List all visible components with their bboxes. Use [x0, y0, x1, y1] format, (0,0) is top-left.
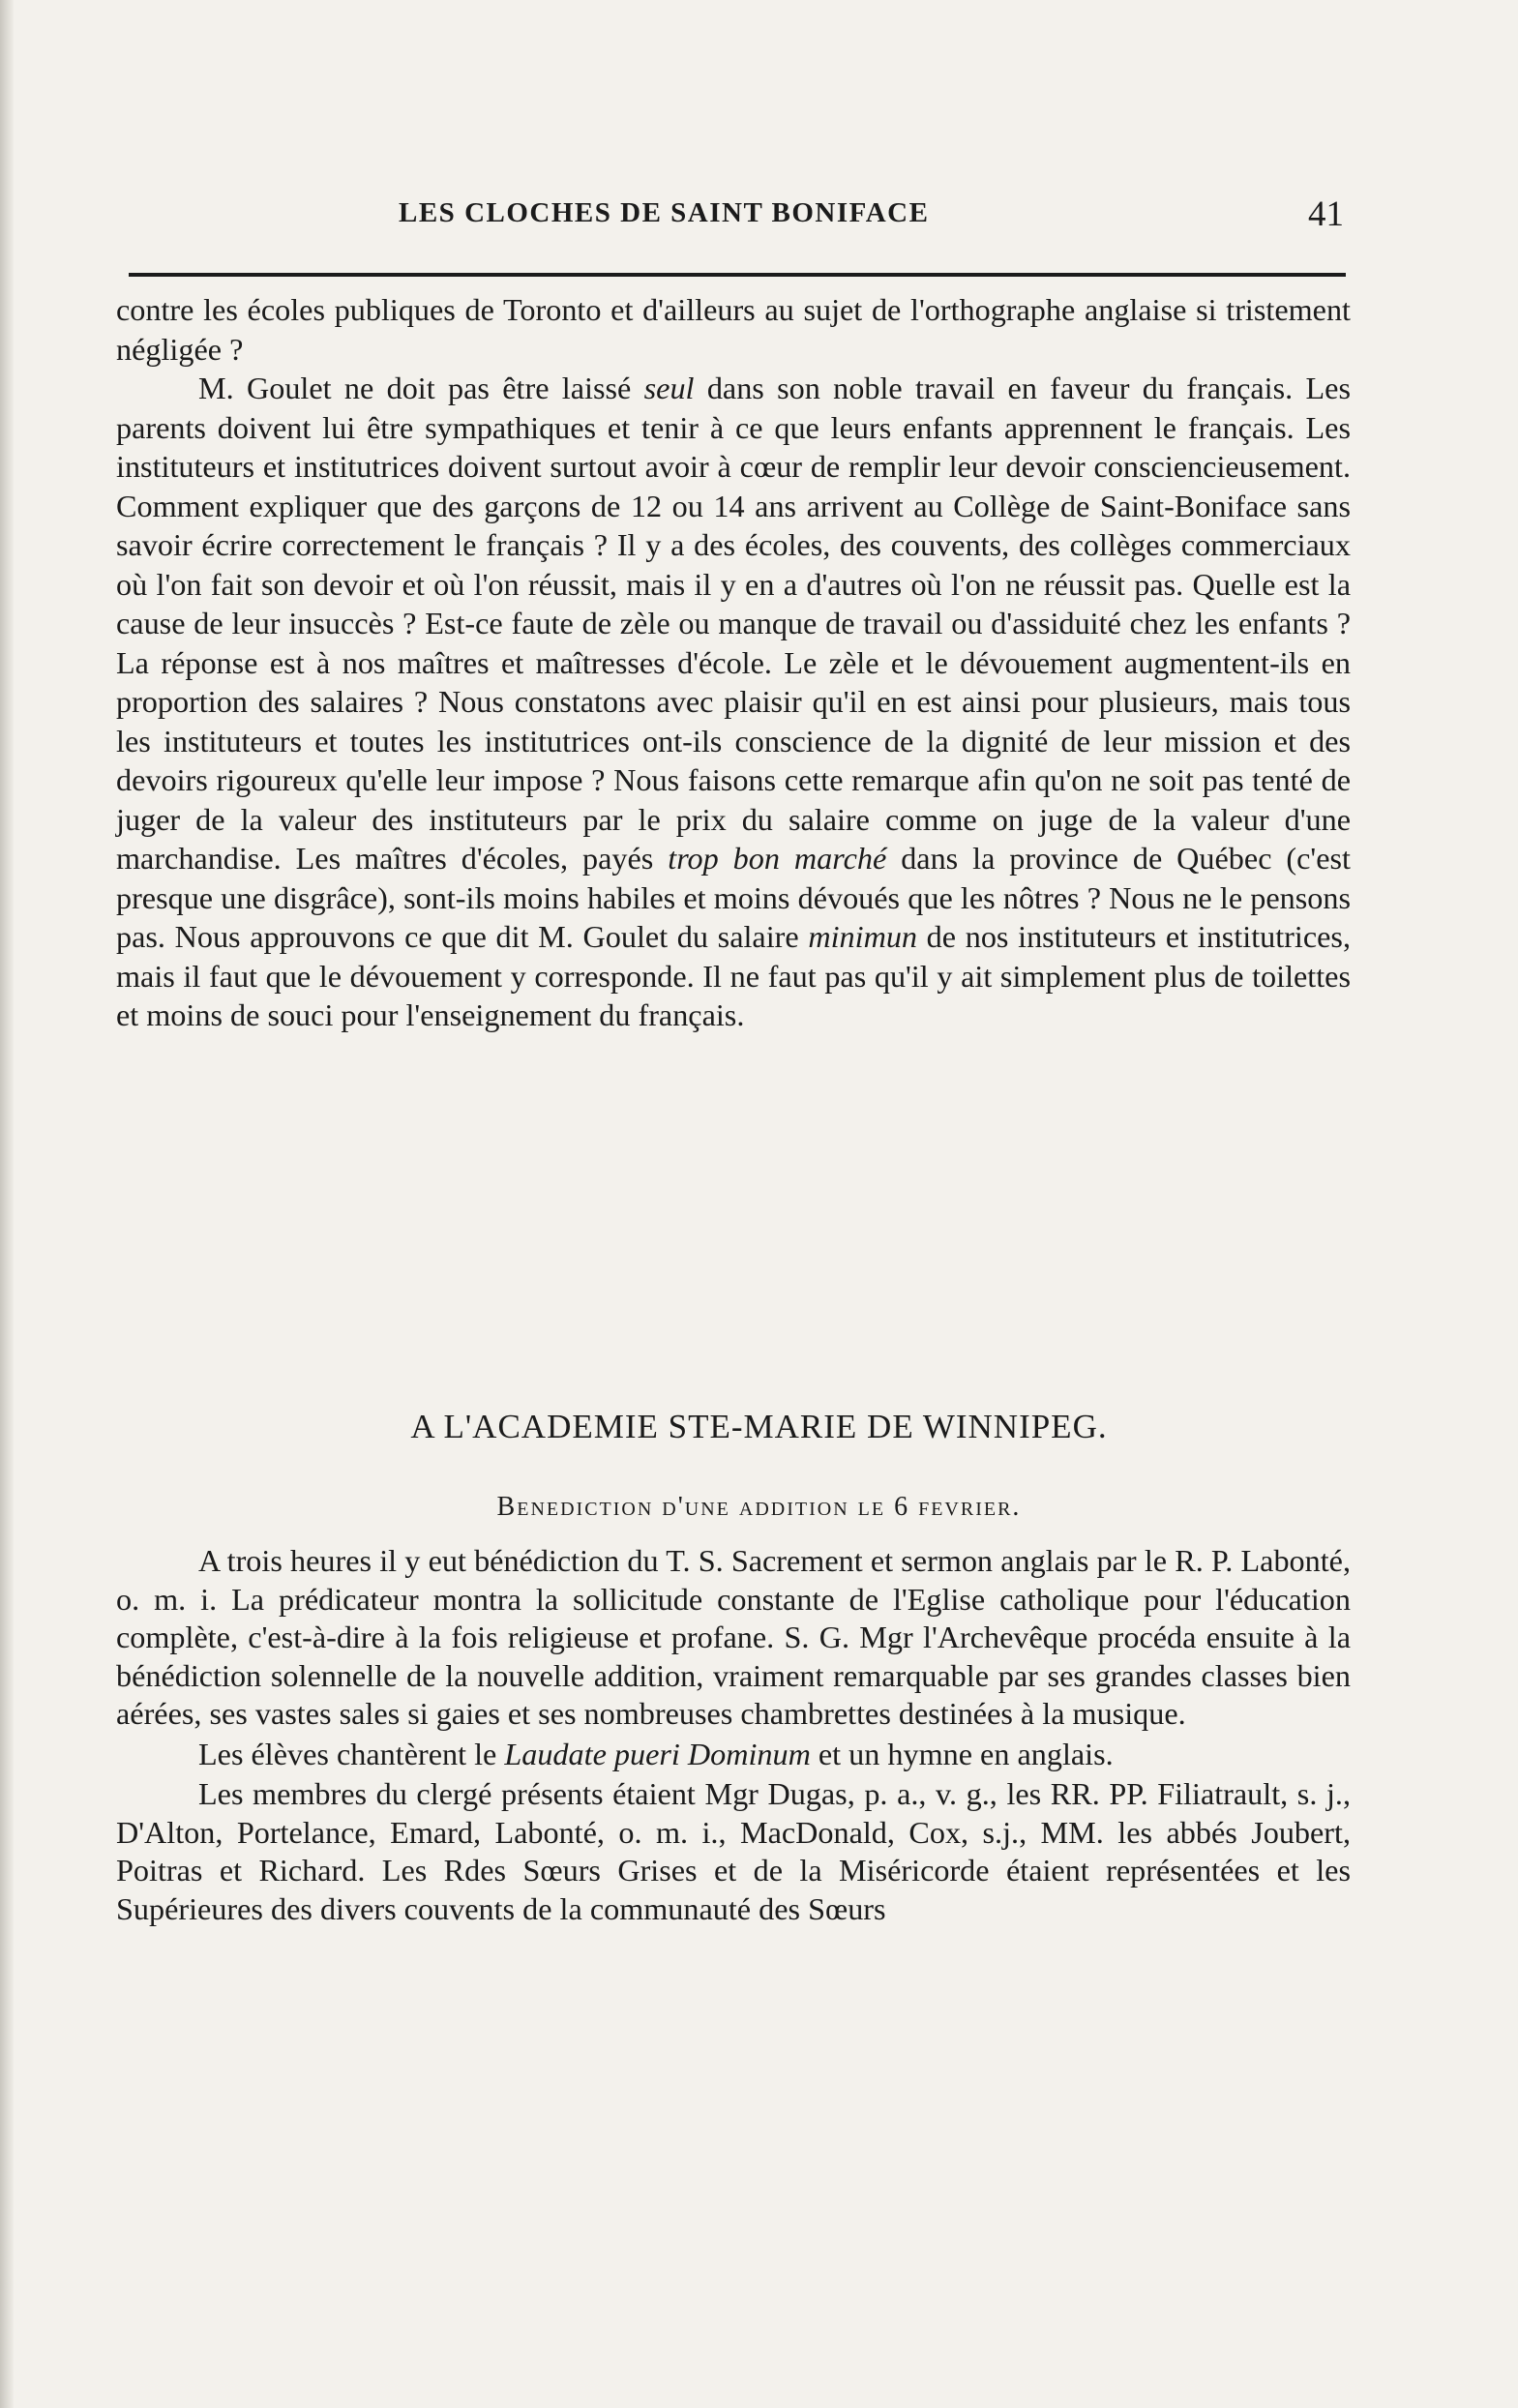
text-run: dans son noble travail en faveur du français. Les parents doivent lui être sympathiques et tenir à ce que leurs enfants apprennent le français. Les instituteurs et institutrices doivent surtout avoir à cœur de remplir leur devoir consciencieusement. Comment expliquer que des garçons de 12 ou 14 ans arrivent au Collège de Saint-Boniface sans savoir écrire correctement le français ? Il y a des écoles, des couvents, des collèges commerciaux où l'on fait son devoir et où l'on réussit, mais il y en a d'autres où l'on ne réussit pas. Quelle est la cause de leur insuccès ? Est-ce faute de zèle ou manque de travail ou d'assiduité chez les enfants ? La réponse est à nos maîtres et maîtresses d'école. Le zèle et le dévouement augmentent-ils en proportion des salaires ? Nous constatons avec plaisir qu'il en est ainsi pour plusieurs, mais tous les instituteurs et toutes les institutrices ont-ils conscience de la dignité de leur mission et des devoirs rigoureux qu'elle leur impose ? Nous faisons cette remarque afin qu'on ne soit pas tenté de juger de la valeur des instituteurs par le prix du salaire comme on juge de la valeur d'une marchandise. Les maîtres d'écoles, payés [116, 371, 1351, 876]
paragraph-continued: contre les écoles publiques de Toronto et d'ailleurs au sujet de l'orthographe anglaise si tristement négligée ? [116, 292, 1351, 367]
emphasis-text: Laudate pueri Dominum [504, 1736, 811, 1771]
emphasis-text: seul [643, 371, 695, 405]
paragraph-goulet [116, 369, 1351, 1035]
emphasis-text: minimun [808, 919, 917, 954]
text-run: de nos instituteurs et institutrices, mais il faut que le dévouement y corresponde. Il ne faut pas qu'il y ait simplement plus de toilettes et moins de souci pour l'enseignement du français. [116, 919, 1351, 1032]
running-title: LES CLOCHES DE SAINT BONIFACE [399, 197, 930, 228]
paragraph-benediction: A trois heures il y eut bénédiction du T. S. Sacrement et sermon anglais par le R. P. Labonté, o. m. i. La prédicateur montra la sollicitude constante de l'Eglise catholique pour l'éducation complète, c'est-à-dire à la fois religieuse et profane. S. G. Mgr l'Archevêque procéda ensuite à la bénédiction solennelle de la nouvelle addition, vraiment remarquable par ses grandes classes bien aérées, ses vastes sales si gaies et ses nombreuses chambrettes destinées à la musique. [116, 1543, 1351, 1731]
page-number: 41 [1308, 194, 1344, 234]
section-title: A L'ACADEMIE STE-MARIE DE WINNIPEG. [410, 1408, 1108, 1445]
section-subtitle: Benediction d'une addition le 6 fevrier. [496, 1492, 1022, 1522]
paragraph-clerge: Les membres du clergé présents étaient Mgr Dugas, p. a., v. g., les RR. PP. Filiatrault, s. j., D'Alton, Portelance, Emard, Labonté, o. m. i., MacDonald, Cox, s.j., MM. les abbés Joubert, Poitras et Richard. Les Rdes Sœurs Grises et de la Miséricorde étaient représentées et les Supérieures des divers couvents de la communauté des Sœurs [116, 1776, 1351, 1926]
emphasis-text: trop bon marché [668, 841, 887, 876]
text-run: dans la province de Québec (c'est presque une disgrâce), sont-ils moins habiles et moins dévoués que les nôtres ? Nous ne le pensons pas. Nous approuvons ce que dit M. Goulet du salaire [116, 841, 1351, 954]
running-header [116, 193, 1344, 248]
paragraph-chant [116, 1736, 1351, 1774]
text-run: et un hymne en anglais. [810, 1736, 1114, 1771]
text-run: Les élèves chantèrent le [198, 1736, 505, 1771]
header-rule [129, 273, 1346, 277]
article-continuation [116, 290, 1351, 1035]
article-academie [116, 1542, 1351, 1928]
page-binding-edge [0, 0, 14, 2408]
text-run: M. Goulet ne doit pas être laissé [198, 371, 644, 405]
